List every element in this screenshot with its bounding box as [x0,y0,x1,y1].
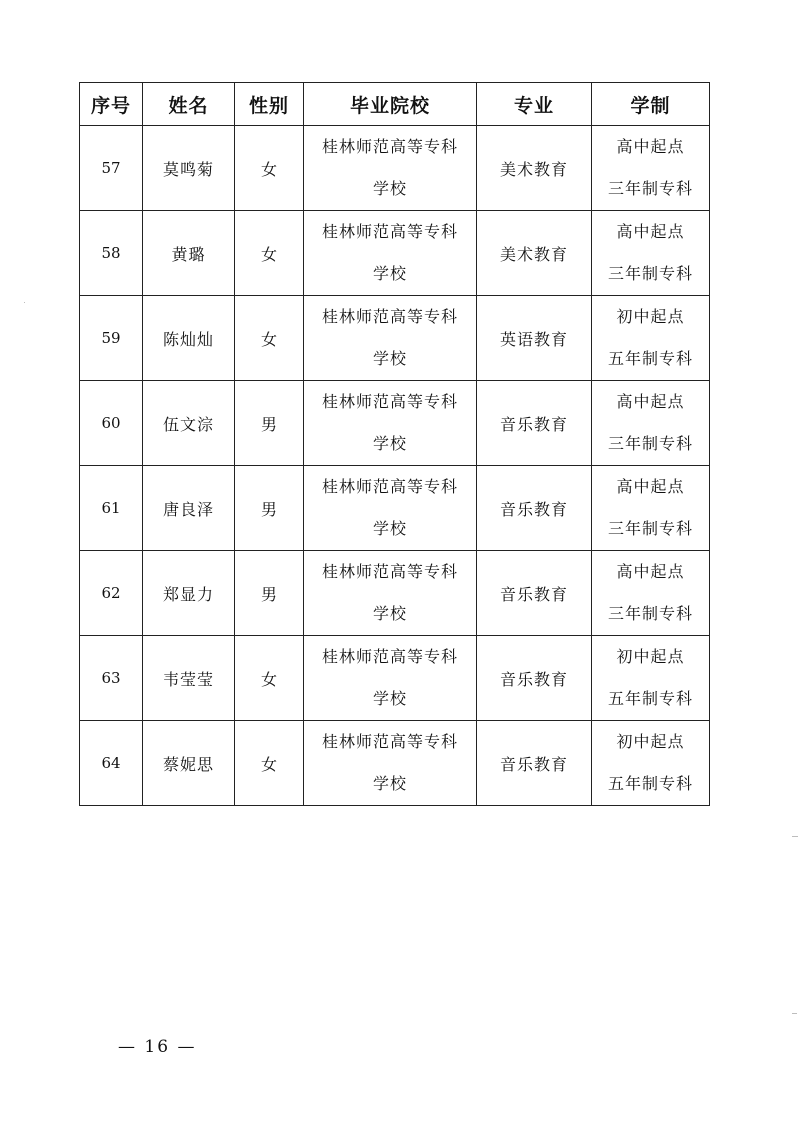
cell-name [143,466,235,551]
name-text: 黄璐 [171,244,206,264]
system-line1: 高中起点 [616,562,685,581]
cell-gender: 男 [235,381,304,466]
system-line1: 初中起点 [616,307,685,326]
header-major: 专业 [477,83,592,126]
cell-seq: 59 [80,296,143,381]
name-text: 伍文淙 [162,414,214,434]
cell-school [304,381,477,466]
system-line2: 五年制专科 [607,774,693,793]
table-row [80,636,710,721]
table-header-row [80,83,710,126]
cell-seq: 60 [80,381,143,466]
cell-major [477,721,592,806]
cell-major [477,551,592,636]
system-line1: 高中起点 [616,137,685,156]
cell-major [477,466,592,551]
major-text: 美术教育 [499,159,568,179]
cell-gender: 男 [235,466,304,551]
table-row [80,551,710,636]
cell-school [304,551,477,636]
scan-mark [792,1013,797,1014]
school-line2: 学校 [372,434,407,453]
school-line2: 学校 [372,689,407,708]
cell-system [592,381,710,466]
school-line2: 学校 [372,604,407,623]
school-line2: 学校 [372,519,407,538]
cell-major [477,381,592,466]
major-text: 音乐教育 [499,499,568,519]
major-text: 音乐教育 [499,584,568,604]
cell-seq: 63 [80,636,143,721]
cell-system [592,551,710,636]
name-text: 唐良泽 [162,499,214,519]
cell-system [592,636,710,721]
school-line1: 桂林师范高等专科 [321,392,458,411]
table-row [80,721,710,806]
school-line2: 学校 [372,264,407,283]
system-line2: 三年制专科 [607,264,693,283]
cell-gender: 女 [235,296,304,381]
system-line1: 初中起点 [616,647,685,666]
system-line2: 三年制专科 [607,604,693,623]
table-row [80,126,710,211]
system-line1: 高中起点 [616,222,685,241]
major-text: 音乐教育 [499,754,568,774]
cell-major [477,126,592,211]
school-line1: 桂林师范高等专科 [321,137,458,156]
student-roster-table [79,82,710,806]
cell-school [304,211,477,296]
cell-gender: 女 [235,636,304,721]
major-text: 音乐教育 [499,414,568,434]
system-line2: 五年制专科 [607,689,693,708]
header-seq: 序号 [80,83,143,126]
system-line1: 初中起点 [616,732,685,751]
cell-gender: 女 [235,126,304,211]
cell-school [304,636,477,721]
page-number: — 16 — [118,1037,197,1057]
school-line1: 桂林师范高等专科 [321,562,458,581]
table-row [80,381,710,466]
school-line2: 学校 [372,774,407,793]
cell-major [477,211,592,296]
cell-name [143,721,235,806]
name-text: 陈灿灿 [162,329,214,349]
name-text: 莫鸣菊 [162,159,214,179]
scan-mark [24,302,25,303]
system-line2: 三年制专科 [607,434,693,453]
school-line1: 桂林师范高等专科 [321,477,458,496]
scan-mark [792,836,798,837]
cell-name [143,551,235,636]
cell-school [304,296,477,381]
cell-major [477,296,592,381]
cell-school [304,126,477,211]
cell-major [477,636,592,721]
school-line1: 桂林师范高等专科 [321,222,458,241]
header-system: 学制 [592,83,710,126]
cell-system [592,296,710,381]
cell-school [304,466,477,551]
school-line1: 桂林师范高等专科 [321,307,458,326]
system-line1: 高中起点 [616,477,685,496]
name-text: 蔡妮思 [162,754,214,774]
cell-name [143,636,235,721]
system-line2: 五年制专科 [607,349,693,368]
cell-name [143,211,235,296]
school-line2: 学校 [372,179,407,198]
system-line1: 高中起点 [616,392,685,411]
cell-gender: 女 [235,211,304,296]
cell-seq: 61 [80,466,143,551]
cell-gender: 男 [235,551,304,636]
header-name: 姓名 [143,83,235,126]
major-text: 美术教育 [499,244,568,264]
table-row [80,296,710,381]
cell-seq: 58 [80,211,143,296]
cell-system [592,211,710,296]
school-line1: 桂林师范高等专科 [321,647,458,666]
header-gender: 性别 [235,83,304,126]
school-line2: 学校 [372,349,407,368]
major-text: 音乐教育 [499,669,568,689]
cell-seq: 62 [80,551,143,636]
cell-system [592,466,710,551]
cell-name [143,296,235,381]
table-row [80,466,710,551]
cell-seq: 57 [80,126,143,211]
name-text: 韦莹莹 [162,669,214,689]
table-row [80,211,710,296]
cell-school [304,721,477,806]
header-school: 毕业院校 [304,83,477,126]
cell-gender: 女 [235,721,304,806]
cell-system [592,126,710,211]
cell-seq: 64 [80,721,143,806]
cell-system [592,721,710,806]
school-line1: 桂林师范高等专科 [321,732,458,751]
major-text: 英语教育 [499,329,568,349]
system-line2: 三年制专科 [607,179,693,198]
cell-name [143,126,235,211]
system-line2: 三年制专科 [607,519,693,538]
name-text: 郑显力 [162,584,214,604]
cell-name [143,381,235,466]
